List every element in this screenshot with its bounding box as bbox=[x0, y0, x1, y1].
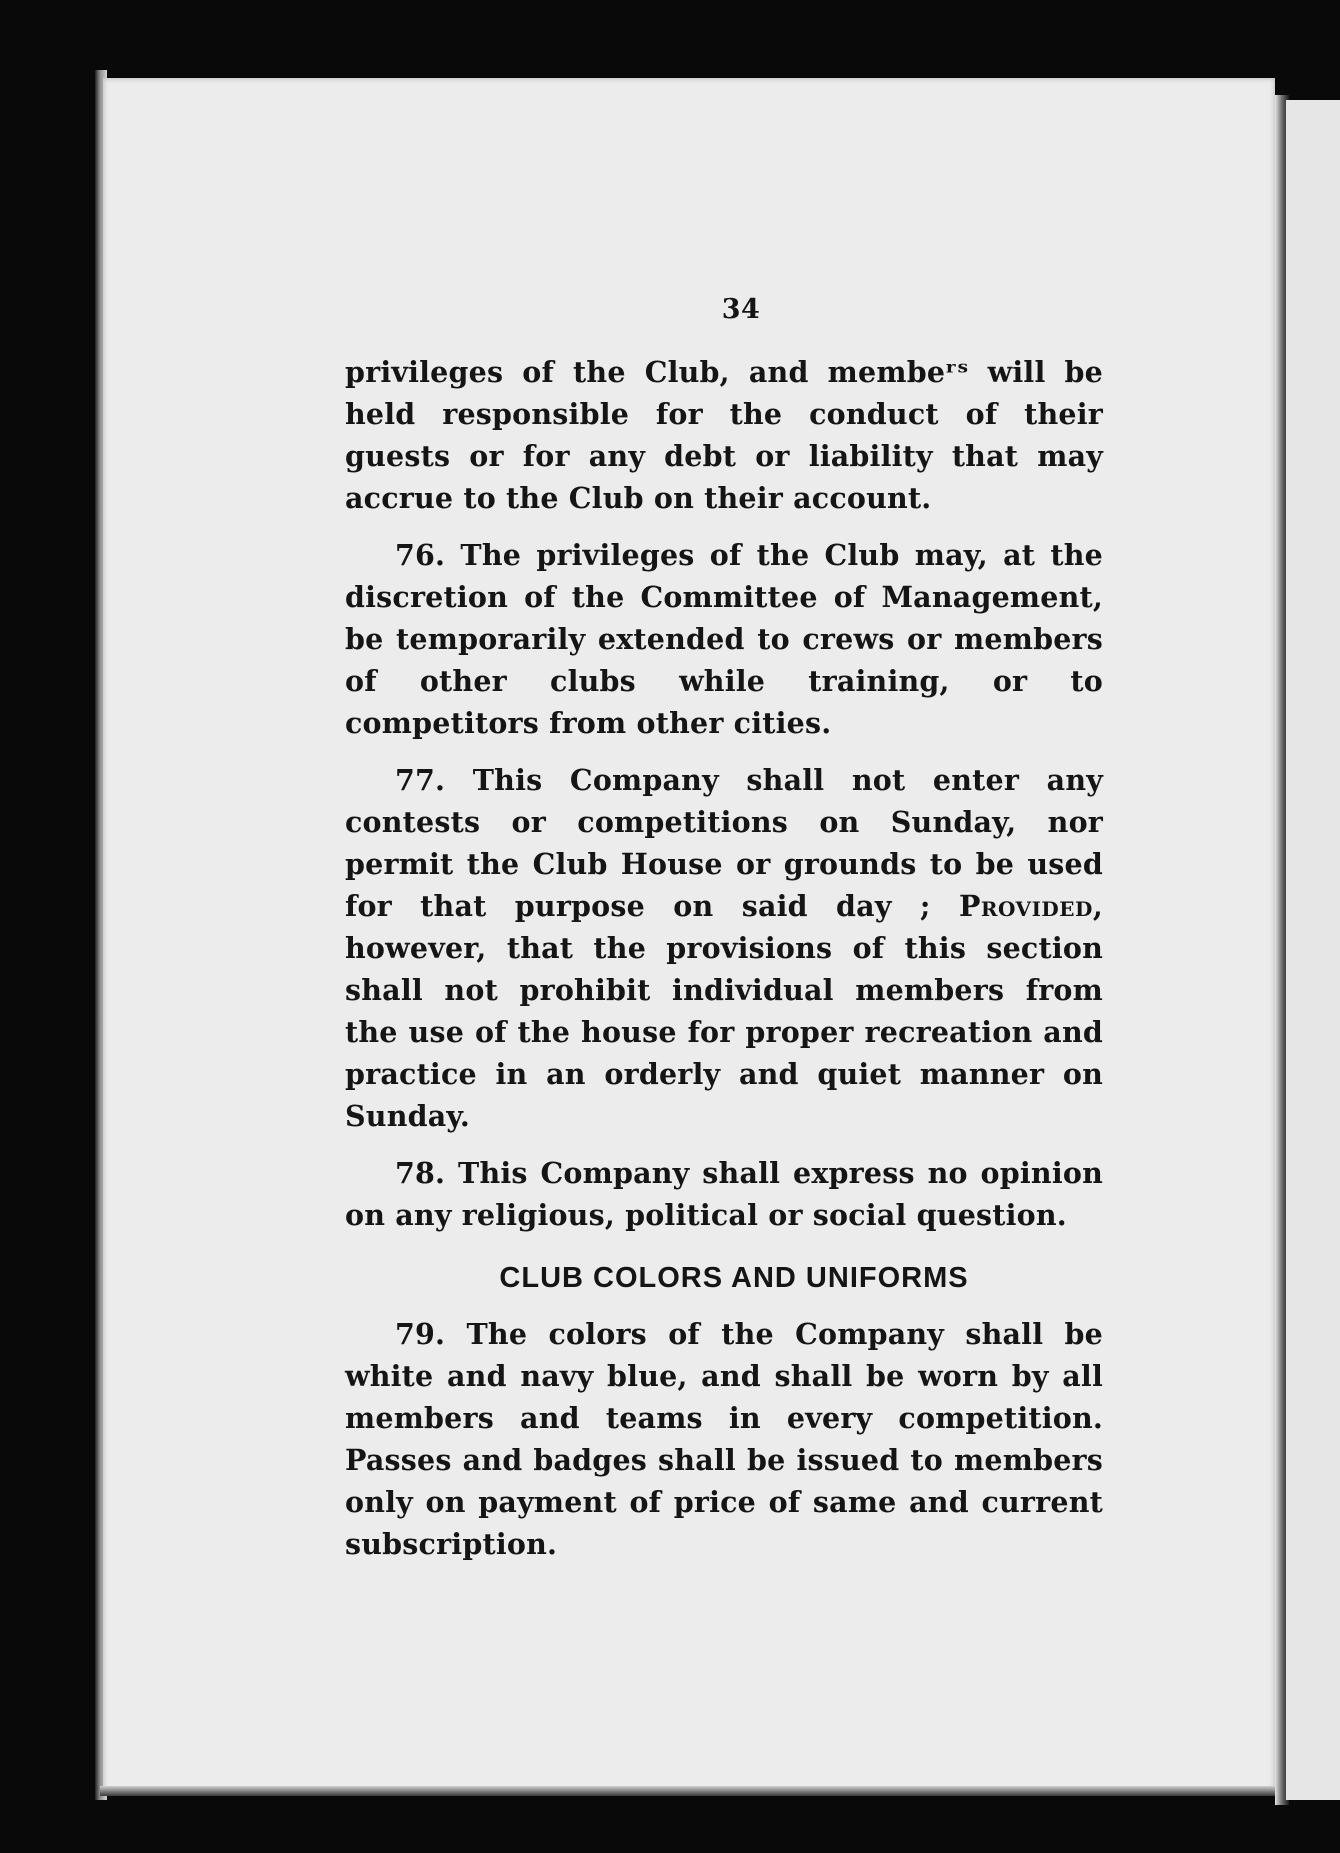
paragraph-77 bbox=[345, 759, 1103, 1137]
paragraph-text-continued: , however, that the provisions of this section shall not prohibit individual members from the use of the house for proper recreation and practice in an orderly and quiet manner on Sunday. bbox=[345, 889, 1103, 1133]
section-number: 79. bbox=[395, 1317, 446, 1351]
paragraph-79 bbox=[345, 1313, 1103, 1565]
page-number: 34 bbox=[721, 294, 761, 325]
page-content bbox=[345, 294, 1103, 1580]
paragraph-text: privileges of the Club, and membeʳˢ will be held responsible for the conduct of their guests or for any debt or liability that may accrue to the Club on their account. bbox=[345, 355, 1103, 515]
section-number: 76. bbox=[395, 538, 446, 572]
facing-page-strip bbox=[1286, 100, 1340, 1800]
section-number: 77. bbox=[395, 763, 446, 797]
paragraph-text: The privileges of the Club may, at the discretion of the Committee of Management, be temporarily extended to crews or members of other clubs while training, or to competitors from other cities. bbox=[345, 538, 1103, 740]
page-bottom-edge bbox=[100, 1786, 1280, 1796]
paragraph-78 bbox=[345, 1152, 1103, 1236]
provided-smallcaps: Provided bbox=[958, 889, 1093, 923]
section-heading: CLUB COLORS AND UNIFORMS bbox=[499, 1262, 969, 1294]
paragraph-continued bbox=[345, 351, 1103, 519]
paragraph-text: This Company shall not enter any contests or competitions on Sunday, nor permit the Club House or grounds to be used for that purpose on said day ; bbox=[345, 763, 1104, 923]
section-number: 78. bbox=[395, 1156, 446, 1190]
paragraph-76 bbox=[345, 534, 1103, 744]
paragraph-text: The colors of the Company shall be white and navy blue, and shall be worn by all members and teams in every competition. Passes and badges shall be issued to members only on payment of price of same and current subscription. bbox=[345, 1317, 1103, 1561]
paragraph-text: This Company shall express no opinion on any religious, political or social question. bbox=[345, 1156, 1103, 1232]
